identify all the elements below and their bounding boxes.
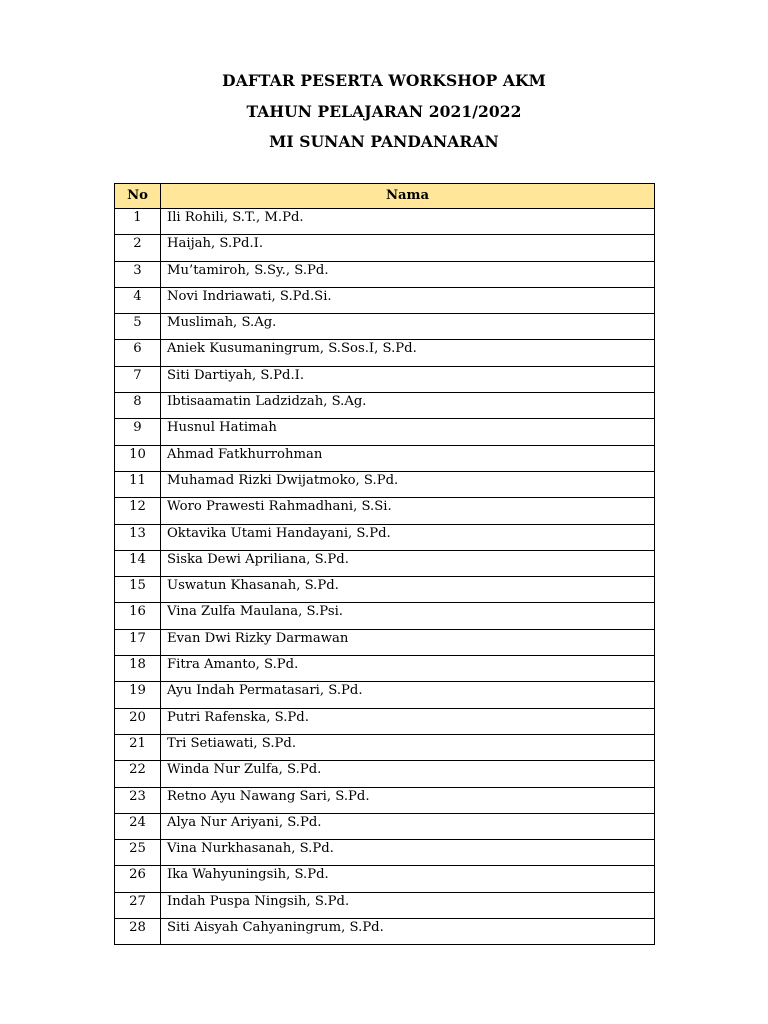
table-row: [115, 471, 655, 497]
table-row: [115, 577, 655, 603]
table-row: [115, 919, 655, 945]
participant-name: Oktavika Utami Handayani, S.Pd.: [161, 524, 655, 550]
participant-name: Woro Prawesti Rahmadhani, S.Si.: [161, 498, 655, 524]
table-row: [115, 287, 655, 313]
participant-name: Ayu Indah Permatasari, S.Pd.: [161, 682, 655, 708]
table-row: [115, 603, 655, 629]
table-row: [115, 314, 655, 340]
row-number: 11: [115, 471, 161, 497]
participant-name: Novi Indriawati, S.Pd.Si.: [161, 287, 655, 313]
row-number: 15: [115, 577, 161, 603]
table-row: [115, 813, 655, 839]
row-number: 19: [115, 682, 161, 708]
row-number: 24: [115, 813, 161, 839]
row-number: 6: [115, 340, 161, 366]
participant-name: Ika Wahyuningsih, S.Pd.: [161, 866, 655, 892]
participant-name: Ili Rohili, S.T., M.Pd.: [161, 209, 655, 235]
row-number: 28: [115, 919, 161, 945]
row-number: 13: [115, 524, 161, 550]
table-row: [115, 682, 655, 708]
table-row: [115, 892, 655, 918]
table-row: [115, 445, 655, 471]
row-number: 18: [115, 656, 161, 682]
table-row: [115, 787, 655, 813]
row-number: 12: [115, 498, 161, 524]
row-number: 17: [115, 629, 161, 655]
row-number: 3: [115, 261, 161, 287]
row-number: 10: [115, 445, 161, 471]
row-number: 27: [115, 892, 161, 918]
row-number: 9: [115, 419, 161, 445]
participant-name: Indah Puspa Ningsih, S.Pd.: [161, 892, 655, 918]
row-number: 23: [115, 787, 161, 813]
participant-name: Siti Aisyah Cahyaningrum, S.Pd.: [161, 919, 655, 945]
participant-name: Fitra Amanto, S.Pd.: [161, 656, 655, 682]
table-row: [115, 550, 655, 576]
participant-name: Tri Setiawati, S.Pd.: [161, 734, 655, 760]
participant-name: Haijah, S.Pd.I.: [161, 235, 655, 261]
table-row: [115, 340, 655, 366]
table-row: [115, 235, 655, 261]
table-row: [115, 261, 655, 287]
row-number: 25: [115, 840, 161, 866]
participant-name: Muhamad Rizki Dwijatmoko, S.Pd.: [161, 471, 655, 497]
table-row: [115, 708, 655, 734]
participant-name: Muslimah, S.Ag.: [161, 314, 655, 340]
row-number: 26: [115, 866, 161, 892]
participant-name: Retno Ayu Nawang Sari, S.Pd.: [161, 787, 655, 813]
participant-name: Putri Rafenska, S.Pd.: [161, 708, 655, 734]
row-number: 2: [115, 235, 161, 261]
table-row: [115, 761, 655, 787]
table-row: [115, 840, 655, 866]
participant-table: [114, 183, 655, 945]
participant-name: Ibtisaamatin Ladzidzah, S.Ag.: [161, 393, 655, 419]
row-number: 7: [115, 366, 161, 392]
row-number: 5: [115, 314, 161, 340]
participant-name: Siti Dartiyah, S.Pd.I.: [161, 366, 655, 392]
participant-name: Husnul Hatimah: [161, 419, 655, 445]
table-body: [115, 209, 655, 945]
participant-name: Vina Zulfa Maulana, S.Psi.: [161, 603, 655, 629]
row-number: 20: [115, 708, 161, 734]
document-title: [23, 66, 745, 158]
participant-name: Winda Nur Zulfa, S.Pd.: [161, 761, 655, 787]
table-row: [115, 656, 655, 682]
row-number: 1: [115, 209, 161, 235]
participant-name: Mu’tamiroh, S.Sy., S.Pd.: [161, 261, 655, 287]
table-row: [115, 734, 655, 760]
participant-name: Ahmad Fatkhurrohman: [161, 445, 655, 471]
row-number: 22: [115, 761, 161, 787]
table-row: [115, 366, 655, 392]
table-row: [115, 209, 655, 235]
row-number: 14: [115, 550, 161, 576]
table-row: [115, 393, 655, 419]
table-row: [115, 498, 655, 524]
title-line-3: MI SUNAN PANDANARAN: [269, 132, 499, 151]
participant-name: Uswatun Khasanah, S.Pd.: [161, 577, 655, 603]
participant-name: Vina Nurkhasanah, S.Pd.: [161, 840, 655, 866]
row-number: 4: [115, 287, 161, 313]
row-number: 16: [115, 603, 161, 629]
participant-name: Evan Dwi Rizky Darmawan: [161, 629, 655, 655]
table-row: [115, 629, 655, 655]
participant-name: Siska Dewi Apriliana, S.Pd.: [161, 550, 655, 576]
title-line-2: TAHUN PELAJARAN 2021/2022: [246, 101, 522, 121]
participant-name: Aniek Kusumaningrum, S.Sos.I, S.Pd.: [161, 340, 655, 366]
table-row: [115, 524, 655, 550]
header-no: No: [115, 184, 161, 209]
row-number: 21: [115, 734, 161, 760]
row-number: 8: [115, 393, 161, 419]
table-row: [115, 866, 655, 892]
participant-name: Alya Nur Ariyani, S.Pd.: [161, 813, 655, 839]
title-line-1: DAFTAR PESERTA WORKSHOP AKM: [222, 71, 546, 90]
table-header-row: [115, 184, 655, 209]
table-row: [115, 419, 655, 445]
header-name: Nama: [161, 184, 655, 209]
